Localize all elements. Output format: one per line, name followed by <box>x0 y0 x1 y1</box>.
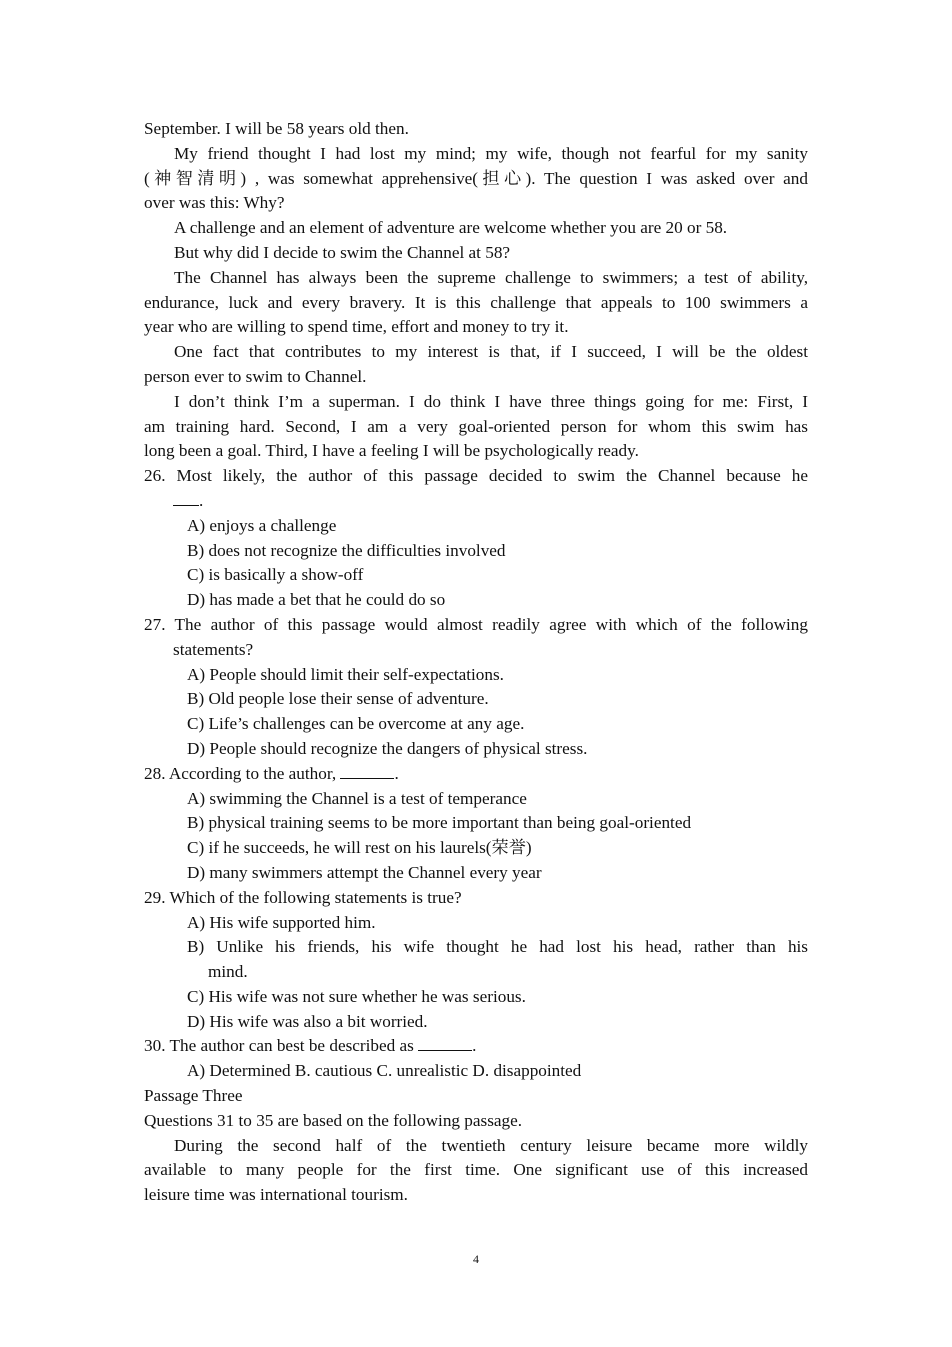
question-stem: 27. The author of this passage would almost readily agree with which of the following <box>144 614 808 634</box>
answer-option: D) many swimmers attempt the Channel every year <box>187 862 542 882</box>
answer-option: D) has made a bet that he could do so <box>187 590 446 610</box>
passage-line: person ever to swim to Channel. <box>144 366 367 386</box>
question-26 <box>144 464 808 613</box>
answer-options-line: A) Determined B. cautious C. unrealistic D. disappointed <box>187 1061 582 1081</box>
answer-option-continuation: mind. <box>208 962 248 982</box>
answer-option: A) enjoys a challenge <box>187 515 337 535</box>
answer-option: B) physical training seems to be more important than being goal-oriented <box>187 813 692 833</box>
question-stem: 29. Which of the following statements is true? <box>144 887 462 907</box>
passage-line: am training hard. Second, I am a very goal-oriented person for whom this swim has <box>144 416 808 436</box>
section-heading: Passage Three <box>144 1086 243 1106</box>
passage-line: A challenge and an element of adventure are welcome whether you are 20 or 58. <box>174 218 728 238</box>
answer-blank <box>173 491 199 506</box>
passage-line: over was this: Why? <box>144 193 285 213</box>
answer-blank <box>340 764 394 779</box>
answer-option: C) is basically a show-off <box>187 565 364 585</box>
passage-line: leisure time was international tourism. <box>144 1185 408 1205</box>
question-stem-continuation: . <box>144 489 808 514</box>
answer-option: A) People should limit their self-expectations. <box>187 664 504 684</box>
question-29 <box>144 886 808 1035</box>
document-page <box>144 117 808 1208</box>
passage-line: My friend thought I had lost my mind; my wife, though not fearful for my sanity <box>174 143 808 163</box>
answer-option: C) His wife was not sure whether he was serious. <box>187 986 526 1006</box>
answer-option: D) People should recognize the dangers of physical stress. <box>187 738 588 758</box>
passage-line: One fact that contributes to my interest is that, if I succeed, I will be the oldest <box>174 342 808 362</box>
passage-line: But why did I decide to swim the Channel at 58? <box>174 242 511 262</box>
question-stem: 30. The author can best be described as . <box>144 1036 477 1056</box>
question-stem: 26. Most likely, the author of this passage decided to swim the Channel because he <box>144 466 808 486</box>
passage-line: long been a goal. Third, I have a feeling I will be psychologically ready. <box>144 441 639 461</box>
answer-option: B) Unlike his friends, his wife thought he had lost his head, rather than his <box>187 937 808 957</box>
question-27 <box>144 613 808 762</box>
passage-line: I don’t think I’m a superman. I do think I have three things going for me: First, I <box>174 391 808 411</box>
passage-line: September. I will be 58 years old then. <box>144 119 409 138</box>
question-30 <box>144 1034 808 1084</box>
passage-line: endurance, luck and every bravery. It is this challenge that appeals to 100 swimmers a <box>144 292 808 312</box>
answer-option: C) Life’s challenges can be overcome at any age. <box>187 714 525 734</box>
passage-line: available to many people for the first time. One significant use of this increased <box>144 1160 808 1180</box>
passage-line: year who are willing to spend time, effort and money to try it. <box>144 317 569 337</box>
question-stem-continuation: statements? <box>173 639 254 659</box>
passage-line: The Channel has always been the supreme challenge to swimmers; a test of ability, <box>174 267 808 287</box>
answer-option: A) swimming the Channel is a test of temperance <box>187 788 527 808</box>
section-instructions: Questions 31 to 35 are based on the following passage. <box>144 1110 523 1130</box>
passage-line: During the second half of the twentieth century leisure became more wildly <box>174 1135 808 1155</box>
answer-option: A) His wife supported him. <box>187 912 376 932</box>
answer-option: D) His wife was also a bit worried. <box>187 1011 428 1031</box>
question-28 <box>144 762 808 886</box>
answer-option: B) does not recognize the difficulties involved <box>187 540 506 560</box>
question-stem: 28. According to the author, . <box>144 763 399 783</box>
answer-option: B) Old people lose their sense of adventure. <box>187 689 489 709</box>
answer-option: C) if he succeeds, he will rest on his laurels(荣誉) <box>187 838 532 858</box>
page-number: 4 <box>473 1252 479 1266</box>
answer-blank <box>418 1036 472 1051</box>
passage-line: (神智清明) , was somewhat apprehensive(担心). The question I was asked over and <box>144 168 808 188</box>
